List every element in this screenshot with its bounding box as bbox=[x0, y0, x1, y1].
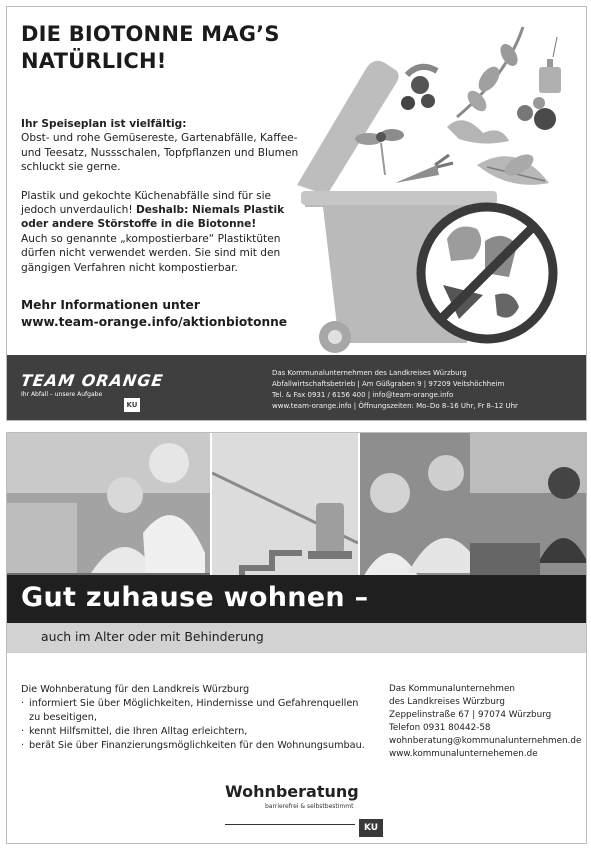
contact-line: Tel. & Fax 0931 / 6156 400 | info@team-orange.info bbox=[272, 391, 454, 399]
apple-icon bbox=[534, 108, 556, 130]
team-orange-logo bbox=[19, 371, 165, 409]
paragraph-plastic-text1: Plastik und gekochte Küchenabfälle sind für sie jedoch unverdaulich! bbox=[21, 189, 272, 217]
contact-org-line1: Das Kommunalunternehmen bbox=[389, 684, 515, 694]
biotonne-illustration bbox=[287, 15, 587, 355]
list-item: · kennt Hilfsmittel, die Ihren Alltag erleichtern, bbox=[21, 725, 371, 739]
wohnberatung-headline: Gut zuhause wohnen – bbox=[21, 582, 369, 613]
wohnberatung-contact bbox=[389, 683, 584, 761]
contact-phone: Telefon 0931 80442-58 bbox=[389, 723, 491, 733]
berries-icon bbox=[401, 67, 437, 110]
paragraph-menu-text: Obst- und rohe Gemüsereste, Gartenabfälle, Kaffee- und Teesatz, Nussschalen, Topfpflanzen und Blumen schluckt sie gerne. bbox=[21, 132, 299, 174]
services-list bbox=[21, 697, 371, 753]
logo-brand-text: TEAM ORANGE bbox=[19, 371, 165, 390]
more-info-line1: Mehr Informationen unter bbox=[21, 298, 200, 312]
more-info-url: www.team-orange.info/aktionbiotonne bbox=[21, 315, 288, 329]
contact-line: Das Kommunalunternehmen des Landkreises Würzburg bbox=[272, 369, 467, 377]
services-text bbox=[21, 683, 371, 753]
subline-band bbox=[7, 623, 587, 653]
headline-line1: DIE BIOTONNE MAG’S bbox=[21, 22, 280, 46]
list-item: · berät Sie über Finanzierungsmöglichkeiten für den Wohnungsumbau. bbox=[21, 739, 371, 753]
banana-peel-icon bbox=[447, 120, 509, 143]
contact-line: Abfallwirtschaftsbetrieb | Am Güßgraben 9 | 97209 Veitshöchheim bbox=[272, 380, 505, 388]
biotonne-ad bbox=[6, 6, 587, 421]
bin-lid bbox=[297, 61, 399, 195]
biotonne-contact bbox=[272, 368, 518, 412]
paragraph-plastic bbox=[21, 189, 303, 275]
contact-web: www.kommunalunternehemen.de bbox=[389, 749, 538, 759]
flower-icon bbox=[355, 129, 404, 175]
bin-handle bbox=[301, 191, 497, 205]
wohnberatung-logo bbox=[225, 783, 385, 838]
paragraph-menu-title: Ihr Speiseplan ist vielfältig: bbox=[21, 118, 187, 130]
contact-org-line2: des Landkreises Würzburg bbox=[389, 697, 505, 707]
carrot-icon bbox=[395, 165, 439, 183]
logo-name: Wohnberatung bbox=[225, 782, 359, 801]
biotonne-headline bbox=[21, 21, 321, 75]
headline-line2: NATÜRLICH! bbox=[21, 49, 167, 73]
list-item: · informiert Sie über Möglichkeiten, Hindernisse und Gefahrenquellen zu beseitigen, bbox=[21, 697, 371, 725]
logo-tagline: Ihr Abfall – unsere Aufgabe bbox=[21, 391, 103, 398]
biotonne-footer bbox=[7, 355, 587, 421]
paragraph-menu bbox=[21, 117, 303, 175]
teabag-icon bbox=[539, 37, 561, 93]
no-plastic-sign-icon bbox=[421, 207, 553, 339]
paragraph-plastic-bold: Deshalb: Niemals Plastik oder andere Störstoffe in die Biotonne! bbox=[21, 204, 285, 231]
logo-tagline: barrierefrei & selbstbestimmt bbox=[265, 803, 354, 810]
headline-band bbox=[7, 575, 587, 623]
services-intro: Die Wohnberatung für den Landkreis Würzburg bbox=[21, 684, 250, 695]
logo-divider bbox=[225, 824, 355, 825]
biotonne-body bbox=[21, 117, 303, 289]
ku-badge: KU bbox=[359, 819, 383, 837]
wohnberatung-subline: auch im Alter oder mit Behinderung bbox=[41, 629, 264, 644]
more-info bbox=[21, 297, 287, 331]
ku-badge: KU bbox=[124, 398, 140, 412]
paragraph-plastic-text2: Auch so genannte „kompostierbare“ Plastiktüten dürfen nicht verwendet werden. Sie sind mit den gängigen Verfahren nicht kompostierbar. bbox=[21, 232, 281, 274]
contact-line: www.team-orange.info | Öffnungszeiten: Mo–Do 8–16 Uhr, Fr 8–12 Uhr bbox=[272, 402, 518, 410]
wohnberatung-ad bbox=[6, 432, 587, 844]
contact-street: Zeppelinstraße 67 | 97074 Würzburg bbox=[389, 710, 552, 720]
contact-email: wohnberatung@kommunalunternehmen.de bbox=[389, 736, 582, 746]
